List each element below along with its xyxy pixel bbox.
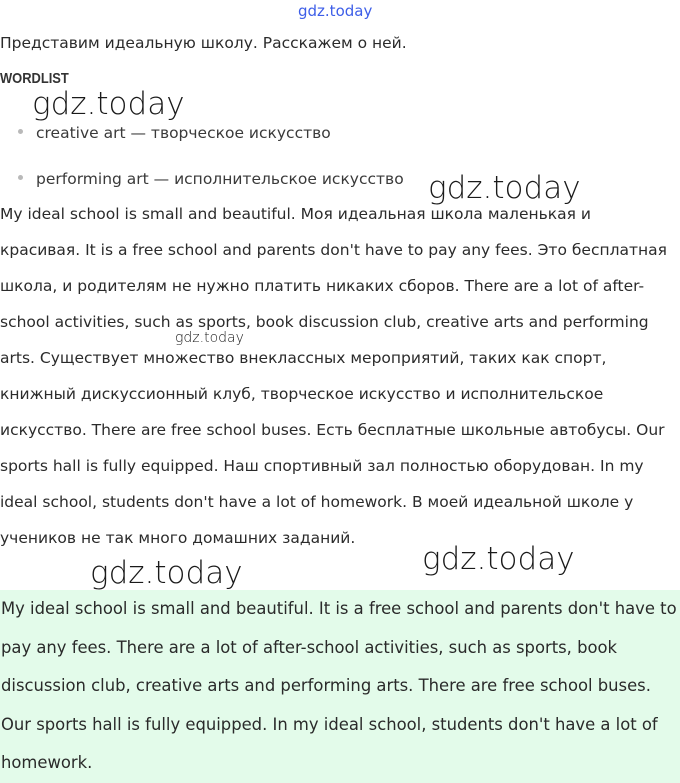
bilingual-text: My ideal school is small and beautiful. Моя идеальная школа маленькая и красивая. It is a free school and parents don't have to pay any fees. Это бесплатная школа, и родителям не нужно платить никаких сборов. There are a lot of after-school activities, such as sports, book discussion club, creative arts and performing arts. Существует множество внеклассных мероприятий, таких как спорт, книжный дискуссионный клуб, творческое искусство и исполнительское искусство. There are free school buses. Есть бесплатные школьные автобусы. Our sports hall is fully equipped. Наш спортивный зал полностью оборудован. In my ideal school, students don't have a lot of homework. В моей идеальной школе у учеников не так много домашних заданий.	[0, 205, 667, 547]
watermark: gdz.today	[90, 555, 243, 591]
watermark: gdz.today	[175, 330, 244, 346]
wordlist-heading: WORDLIST	[0, 70, 69, 87]
answer-block	[0, 590, 680, 783]
intro-text: Представим идеальную школу. Расскажем о ней.	[0, 34, 407, 52]
watermark: gdz.today	[422, 541, 575, 577]
wordlist-item-text: performing art — исполнительское искусство	[36, 170, 404, 188]
wordlist-item	[18, 170, 404, 188]
bullet-icon	[18, 129, 23, 134]
site-watermark-top: gdz.today	[298, 2, 373, 20]
bullet-icon	[18, 175, 23, 180]
watermark: gdz.today	[428, 170, 581, 206]
wordlist-item	[18, 124, 331, 142]
wordlist-item-text: creative art — творческое искусство	[36, 124, 331, 142]
watermark: gdz.today	[32, 86, 185, 122]
answer-text: My ideal school is small and beautiful. It is a free school and parents don't have to pay any fees. There are a lot of after-school activities, such as sports, book discussion club, creative arts and performing arts. There are free school buses. Our sports hall is fully equipped. In my ideal school, students don't have a lot of homework.	[1, 599, 677, 772]
